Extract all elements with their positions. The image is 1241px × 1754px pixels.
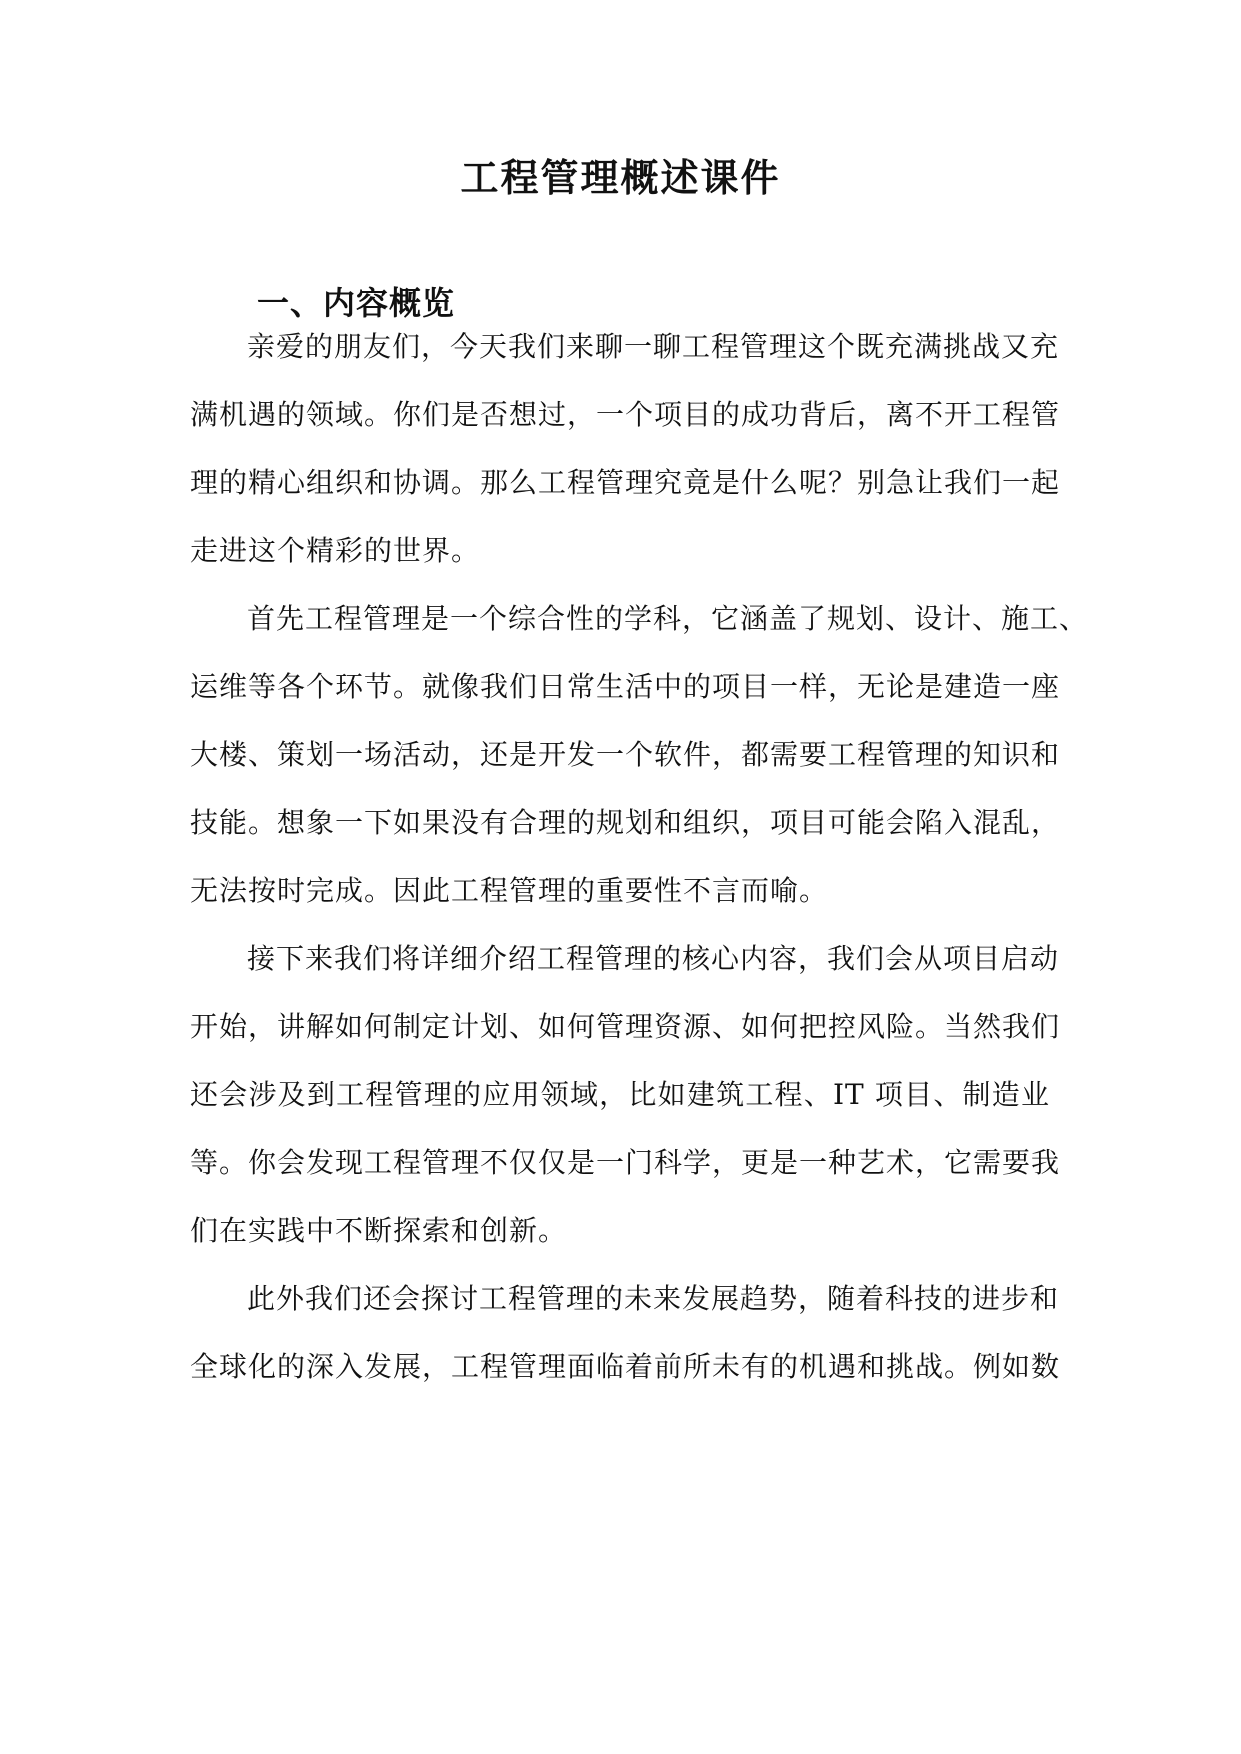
paragraph-line: 运维等各个环节。就像我们日常生活中的项目一样，无论是建造一座 [190,670,1061,703]
paragraph-line: 此外我们还会探讨工程管理的未来发展趋势，随着科技的进步和 [247,1282,1060,1315]
paragraph-line: 走进这个精彩的世界。 [190,534,481,567]
paragraph-line: 们在实践中不断探索和创新。 [190,1214,568,1247]
paragraph-line: 技能。想象一下如果没有合理的规划和组织，项目可能会陷入混乱， [190,806,1061,839]
paragraph-line: 首先工程管理是一个综合性的学科，它涵盖了规划、设计、施工、 [247,602,1089,635]
paragraph-line: 全球化的深入发展，工程管理面临着前所未有的机遇和挑战。例如数 [190,1350,1061,1383]
paragraph-line: 无法按时完成。因此工程管理的重要性不言而喻。 [190,874,829,907]
paragraph-line: 满机遇的领域。你们是否想过，一个项目的成功背后，离不开工程管 [190,398,1061,431]
paragraph-line: 等。你会发现工程管理不仅仅是一门科学，更是一种艺术，它需要我 [190,1146,1061,1179]
paragraph-line: 理的精心组织和协调。那么工程管理究竟是什么呢？别急让我们一起 [190,466,1061,499]
paragraph-line: 亲爱的朋友们，今天我们来聊一聊工程管理这个既充满挑战又充 [247,330,1060,363]
paragraph-line: 开始，讲解如何制定计划、如何管理资源、如何把控风险。当然我们 [190,1010,1061,1043]
paragraph-line: 大楼、策划一场活动，还是开发一个软件，都需要工程管理的知识和 [190,738,1061,771]
section-heading: 一、内容概览 [257,284,456,322]
paragraph-line: 还会涉及到工程管理的应用领域，比如建筑工程、IT 项目、制造业 [190,1078,1050,1111]
document-title: 工程管理概述课件 [460,155,781,200]
paragraph-line: 接下来我们将详细介绍工程管理的核心内容，我们会从项目启动 [247,942,1060,975]
